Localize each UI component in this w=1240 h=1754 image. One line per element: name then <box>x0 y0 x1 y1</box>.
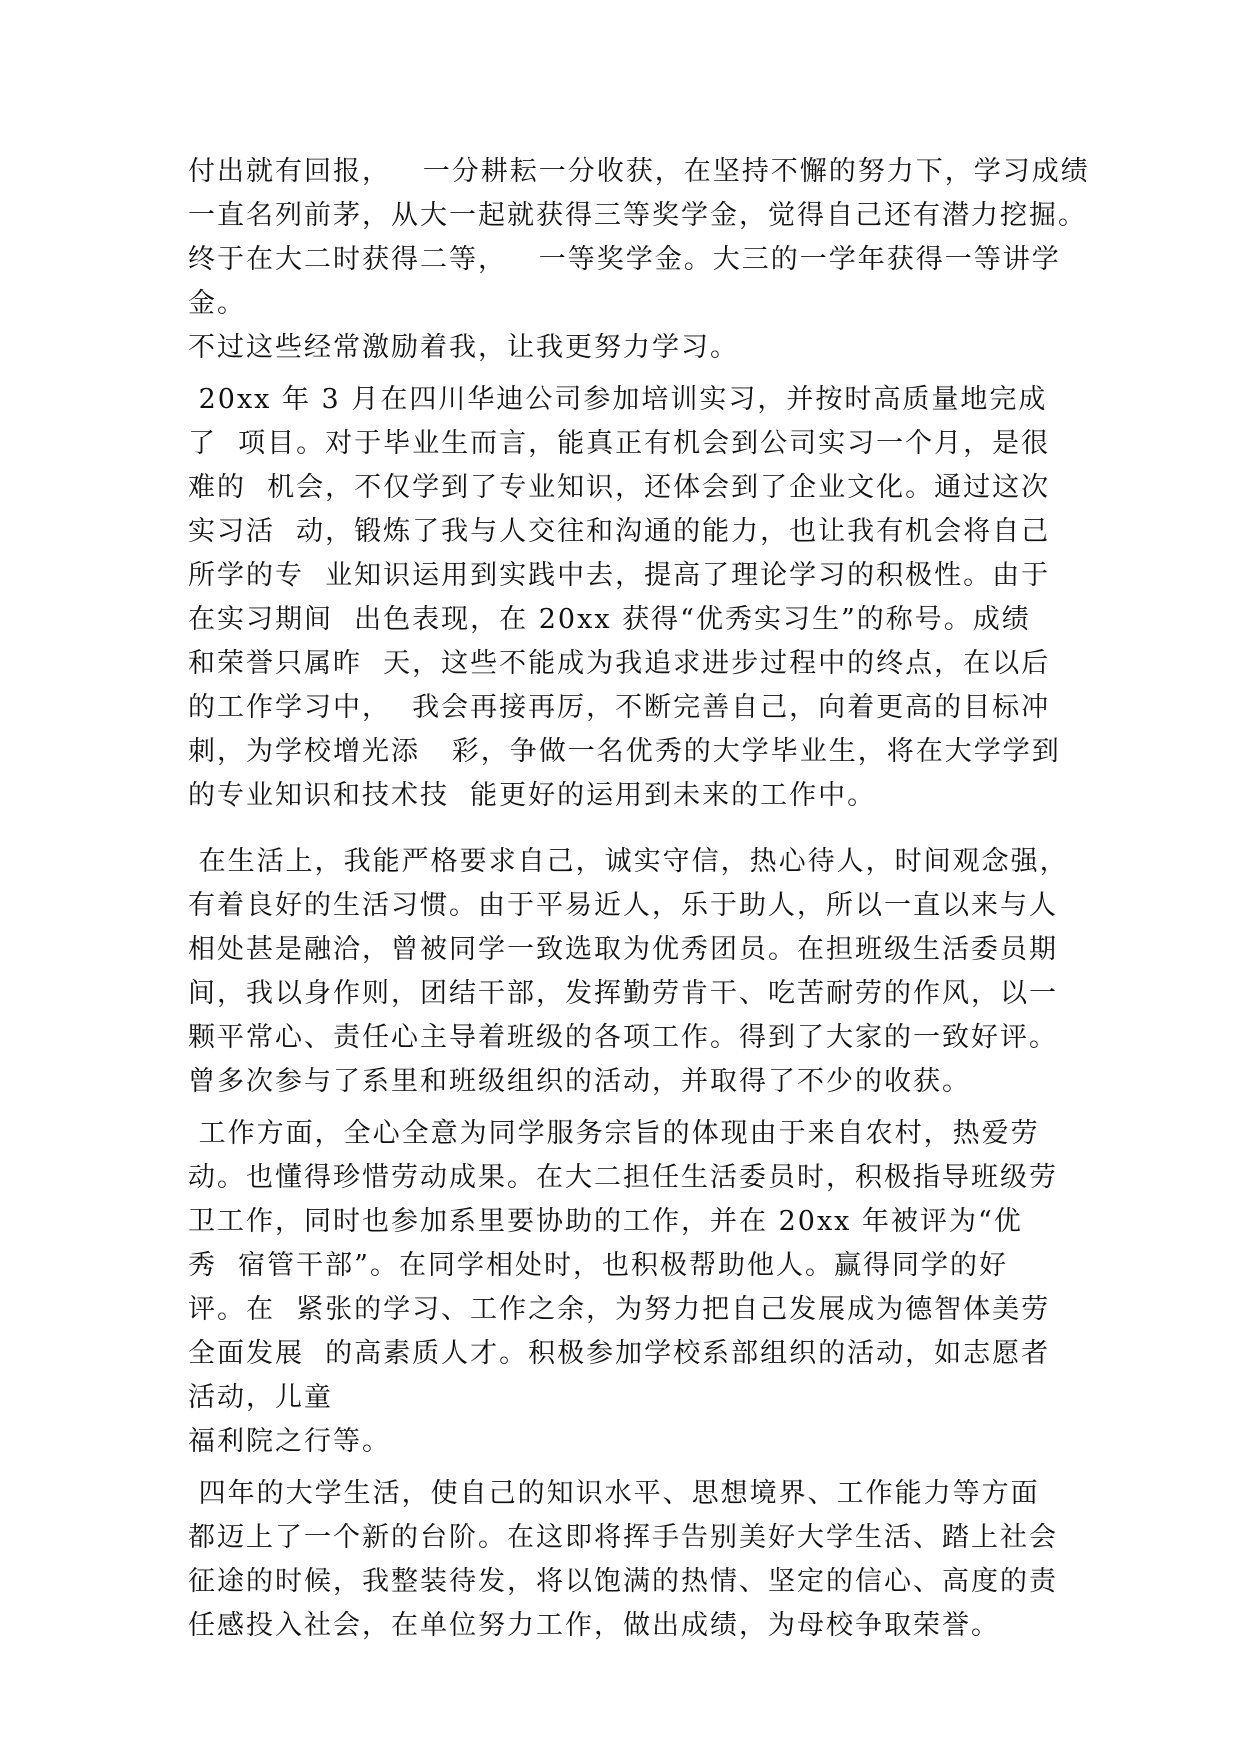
text-line: 终于在大二时获得二等， 一等奖学金。大三的一学年获得一等讲学 <box>188 244 1061 275</box>
document-body <box>188 150 1088 1648</box>
paragraph-conclusion <box>188 1472 1088 1648</box>
text-line: 的工作学习中， 我会再接再厉，不断完善自己，向着更高的目标冲 <box>188 692 1051 723</box>
text-line: 工作方面，全心全意为同学服务宗旨的体现由于来自农村，热爱劳 <box>188 1118 1040 1149</box>
text-line: 实习活 动，锻炼了我与人交往和沟通的能力，也让我有机会将自己 <box>188 516 1051 547</box>
paragraph-motivation <box>188 326 1088 370</box>
paragraph-scholarship <box>188 150 1088 326</box>
text-line: 在实习期间 出色表现，在 20xx 获得“优秀实习生”的称号。成绩 <box>188 604 1031 635</box>
text-line: 评。在 紧张的学习、工作之余，为努力把自己发展成为德智体美劳 <box>188 1294 1051 1325</box>
text-line: 20xx 年 3 月在四川华迪公司参加培训实习，并按时高质量地完成 <box>188 384 1048 415</box>
text-line: 在生活上，我能严格要求自己，诚实守信，热心待人，时间观念强， <box>188 846 1069 877</box>
text-line: 秀 宿管干部”。在同学相处时，也积极帮助他人。赢得同学的好 <box>188 1250 1008 1281</box>
text-line: 卫工作，同时也参加系里要协助的工作，并在 20xx 年被评为“优 <box>188 1206 1023 1237</box>
text-line: 的专业知识和技术技 能更好的运用到未来的工作中。 <box>188 780 877 811</box>
paragraph-life <box>188 840 1088 1104</box>
text-line: 刺，为学校增光添 彩，争做一名优秀的大学毕业生，将在大学学到 <box>188 736 1061 767</box>
text-line: 了 项目。对于毕业生而言，能真正有机会到公司实习一个月，是很 <box>188 428 1051 459</box>
paragraph-work <box>188 1112 1088 1464</box>
text-line: 一直名列前茅，从大一起就获得三等奖学金，觉得自己还有潜力挖掘。 <box>188 200 1087 231</box>
text-line: 有着良好的生活习惯。由于平易近人，乐于助人，所以一直以来与人 <box>188 890 1058 921</box>
text-line: 不过这些经常激励着我，让我更努力学习。 <box>188 332 739 363</box>
text-line: 福利院之行等。 <box>188 1426 391 1457</box>
paragraph-internship <box>188 378 1088 818</box>
text-line: 动。也懂得珍惜劳动成果。在大二担任生活委员时，积极指导班级劳 <box>188 1162 1058 1193</box>
text-line: 付出就有回报， 一分耕耘一分收获，在坚持不懈的努力下，学习成绩 <box>188 156 1090 187</box>
text-line: 任感投入社会，在单位努力工作，做出成绩，为母校争取荣誉。 <box>188 1610 1000 1641</box>
text-line: 相处甚是融洽，曾被同学一致选取为优秀团员。在担班级生活委员期 <box>188 934 1058 965</box>
text-line: 都迈上了一个新的台阶。在这即将挥手告别美好大学生活、踏上社会 <box>188 1522 1058 1553</box>
text-line: 活动，儿童 <box>188 1382 333 1413</box>
text-line: 曾多次参与了系里和班级组织的活动，并取得了不少的收获。 <box>188 1066 971 1097</box>
text-line: 和荣誉只属昨 天，这些不能成为我追求进步过程中的终点，在以后 <box>188 648 1051 679</box>
text-line: 间，我以身作则，团结干部，发挥勤劳肯干、吃苦耐劳的作风，以一 <box>188 978 1058 1009</box>
text-line: 征途的时候，我整装待发，将以饱满的热情、坚定的信心、高度的责 <box>188 1566 1058 1597</box>
text-line: 全面发展 的高素质人才。积极参加学校系部组织的活动，如志愿者 <box>188 1338 1051 1369</box>
text-line: 四年的大学生活，使自己的知识水平、思想境界、工作能力等方面 <box>188 1478 1040 1509</box>
text-line: 难的 机会，不仅学到了专业知识，还体会到了企业文化。通过这次 <box>188 472 1051 503</box>
text-line: 颗平常心、责任心主导着班级的各项工作。得到了大家的一致好评。 <box>188 1022 1058 1053</box>
text-line: 所学的专 业知识运用到实践中去，提高了理论学习的积极性。由于 <box>188 560 1051 591</box>
text-line: 金。 <box>188 288 246 319</box>
